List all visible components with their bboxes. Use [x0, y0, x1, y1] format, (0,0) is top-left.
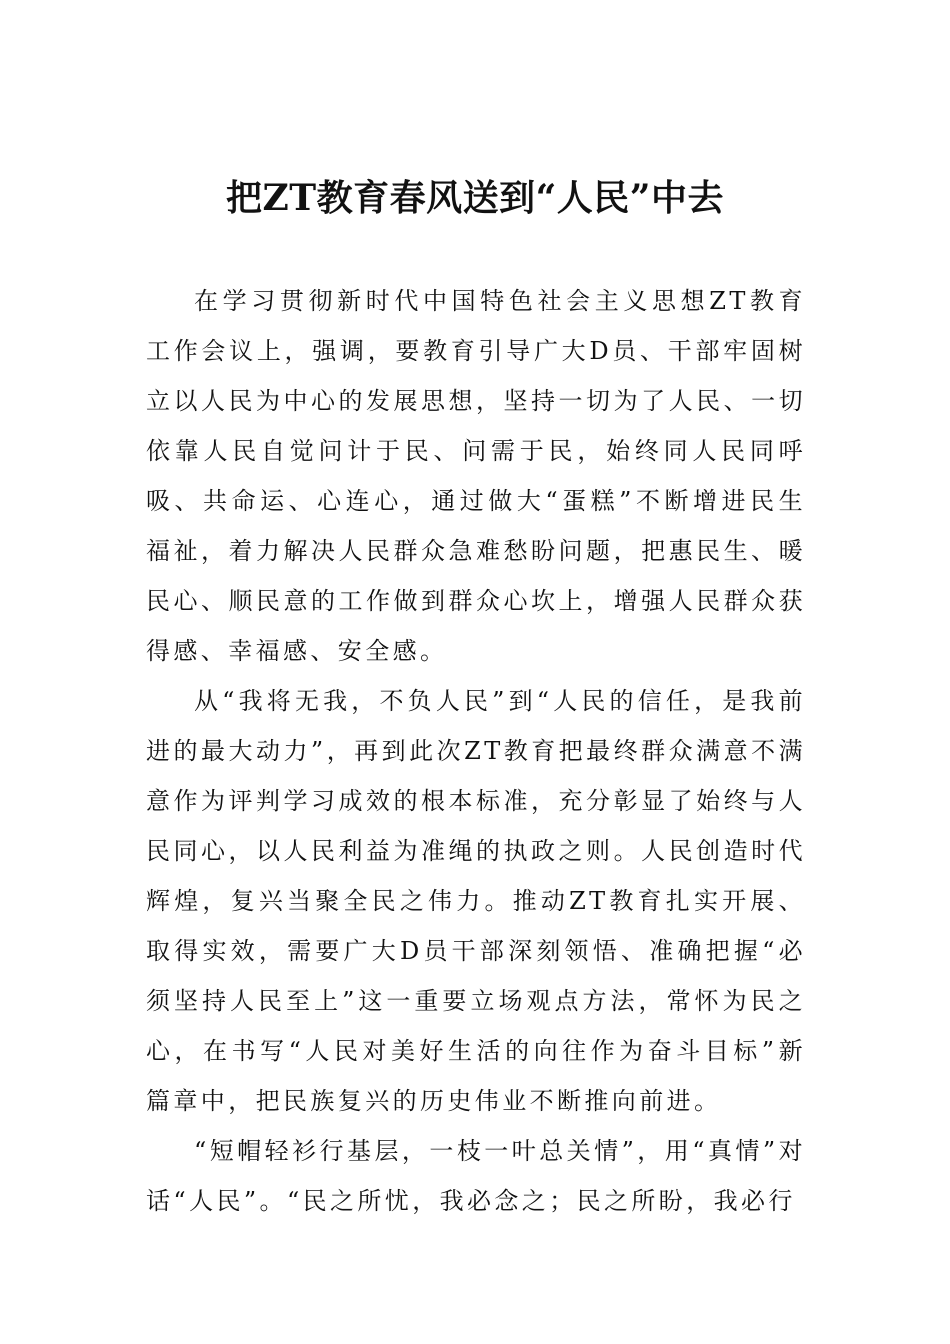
paragraph-1: 在学习贯彻新时代中国特色社会主义思想ZT教育工作会议上，强调，要教育引导广大D员、干部牢固树立以人民为中心的发展思想，坚持一切为了人民、一切依靠人民自觉问计于民、问需于民，始终同人民同呼吸、共命运、心连心，通过做大“蛋糕”不断增进民生福祉，着力解决人民群众急难愁盼问题，把惠民生、暖民心、顺民意的工作做到群众心坎上，增强人民群众获得感、幸福感、安全感。: [146, 287, 806, 665]
paragraph-2: 从“我将无我，不负人民”到“人民的信任，是我前进的最大动力”，再到此次ZT教育把最终群众满意不满意作为评判学习成效的根本标准，充分彰显了始终与人民同心，以人民利益为准绳的执政之则。人民创造时代辉煌，复兴当聚全民之伟力。推动ZT教育扎实开展、取得实效，需要广大D员干部深刻领悟、准确把握“必须坚持人民至上”这一重要立场观点方法，常怀为民之心，在书写“人民对美好生活的向往作为奋斗目标”新篇章中，把民族复兴的历史伟业不断推向前进。: [146, 687, 806, 1115]
document-body: [146, 276, 806, 1226]
paragraph-3: “短帽轻衫行基层，一枝一叶总关情”，用“真情”对话“人民”。“民之所忧，我必念之；民之所盼，我必行: [146, 1137, 806, 1215]
document-title: 把ZT教育春风送到“人民”中去: [226, 177, 724, 219]
